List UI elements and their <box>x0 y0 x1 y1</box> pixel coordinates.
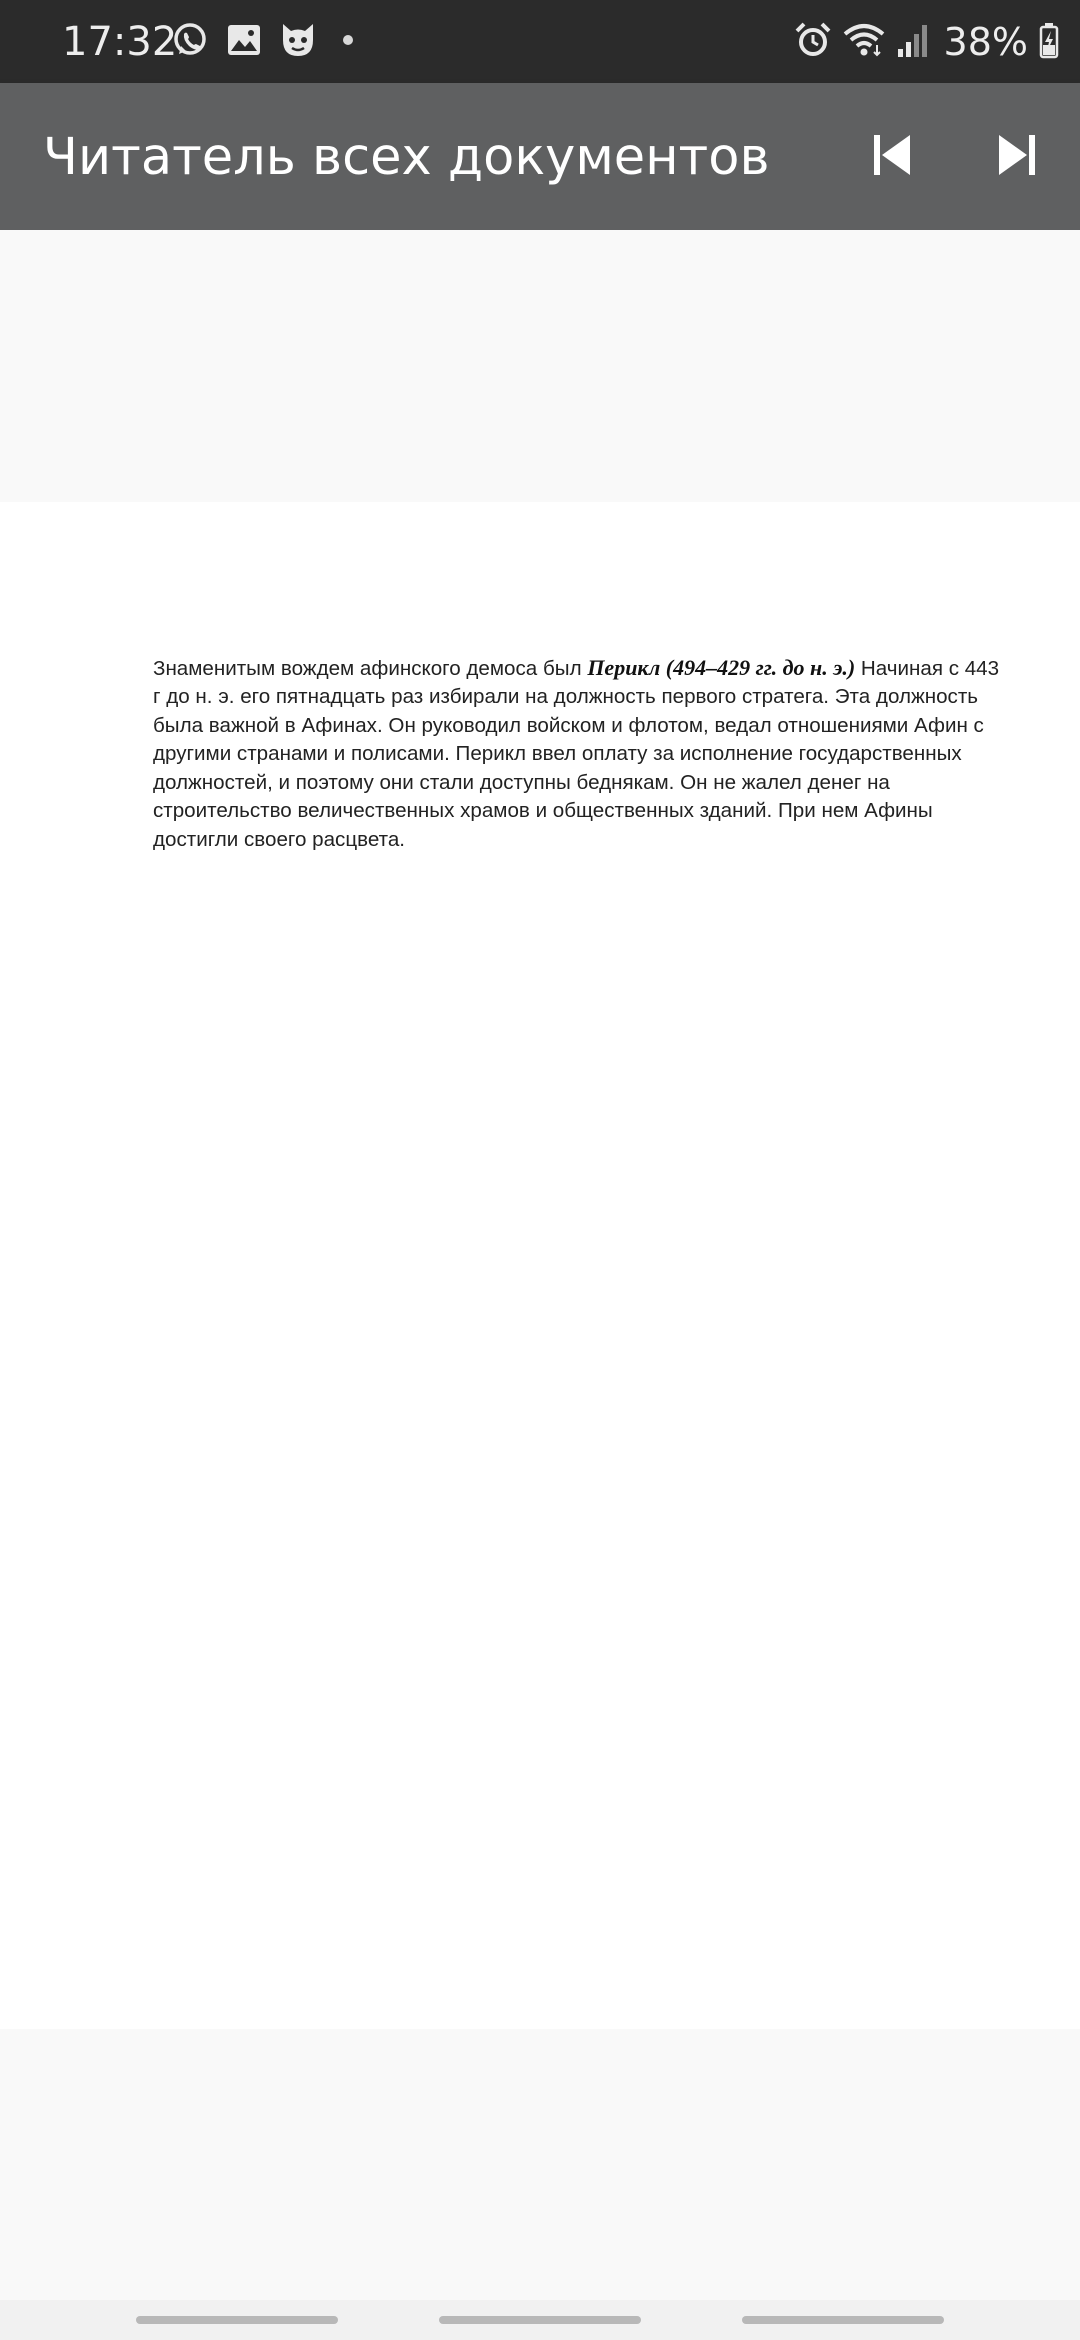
gallery-icon <box>225 21 263 64</box>
signal-icon <box>896 21 930 64</box>
battery-charging-icon <box>1038 21 1060 64</box>
paragraph-text-end: Начиная с 443 г до н. э. его пятнадцать раз избирали на должность первого стратега. Эта должность была важной в Афинах. Он руководил войском и флотом, ведал отношениями Афин с другими странами и полисами. Перикл ввел оплату за исполнение государственных должностей, и поэтому они стали доступны беднякам. Он не жалел денег на строительство величественных храмов и общественных зданий. При нем Афины достигли своего расцвета. <box>153 656 1000 851</box>
system-status <box>794 18 1060 66</box>
battery-percent: 38% <box>943 20 1028 64</box>
viewer-background-bottom <box>0 2029 1080 2300</box>
notification-dot-icon <box>333 25 363 60</box>
gesture-handle-right[interactable] <box>742 2316 944 2324</box>
status-time: 17:32 <box>62 19 178 65</box>
app-title: Читатель всех документов <box>43 128 770 187</box>
previous-page-button[interactable] <box>860 125 924 189</box>
wifi-icon <box>842 21 886 64</box>
viewer-background-top <box>0 230 1080 502</box>
skip-previous-icon <box>870 132 914 183</box>
gesture-handle-left[interactable] <box>136 2316 338 2324</box>
gesture-handle-center[interactable] <box>439 2316 641 2324</box>
document-page[interactable] <box>0 502 1080 2029</box>
paragraph-text-start: Знаменитым вождем афинского демоса был <box>153 656 588 680</box>
paragraph-emphasis: Перикл (494–429 гг. до н. э.) <box>587 654 856 680</box>
next-page-button[interactable] <box>985 125 1049 189</box>
notification-icons <box>170 22 363 62</box>
app-bar <box>0 83 1080 230</box>
status-bar <box>0 0 1080 83</box>
gesture-navigation-bar <box>0 2300 1080 2340</box>
skip-next-icon <box>995 132 1039 183</box>
alarm-icon <box>794 21 832 64</box>
document-paragraph <box>153 654 1003 855</box>
cat-app-icon <box>278 20 318 65</box>
whatsapp-icon <box>170 20 210 65</box>
